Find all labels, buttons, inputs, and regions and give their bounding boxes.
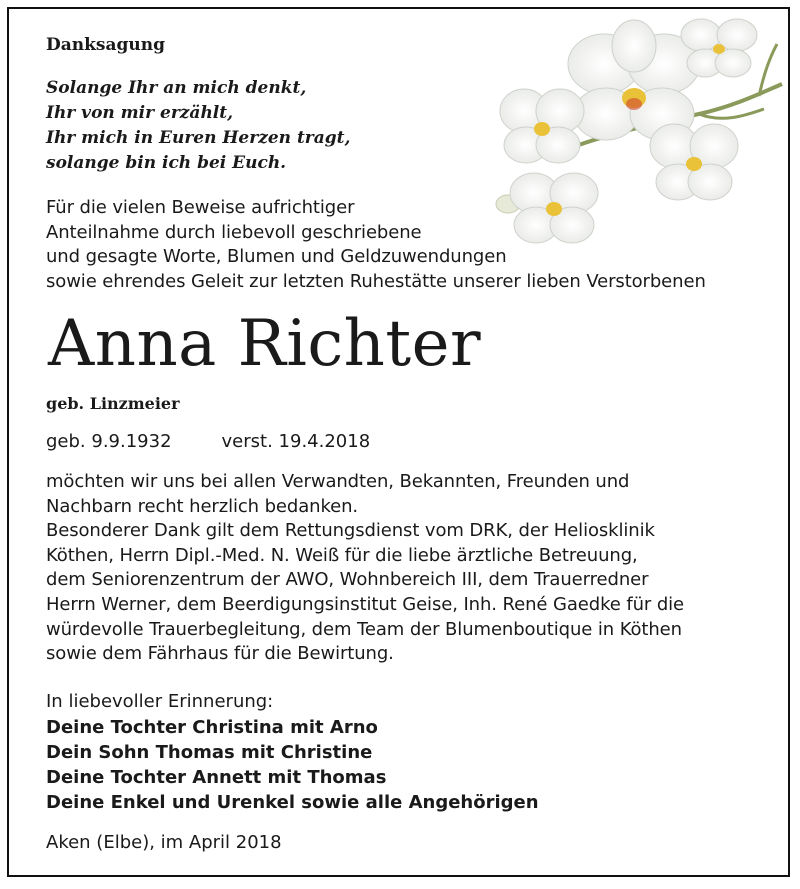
signers-list <box>46 715 539 815</box>
poem-line: solange bin ich bei Euch. <box>46 153 287 173</box>
body-line: sowie dem Fährhaus für die Bewirtung. <box>46 643 394 665</box>
life-dates <box>46 431 370 452</box>
signoff-text: In liebevoller Erinnerung: <box>46 691 274 712</box>
body-line: Herrn Werner, dem Beerdigungsinstitut Geise, Inh. René Gaedke für die <box>46 593 685 615</box>
place-date: Aken (Elbe), im April 2018 <box>46 832 282 853</box>
heading-title: Danksagung <box>46 35 165 55</box>
signer-line: Deine Tochter Christina mit Arno <box>46 717 378 738</box>
body-line: würdevolle Trauerbegleitung, dem Team der Blumenboutique in Köthen <box>46 618 682 640</box>
intro-line: und gesagte Worte, Blumen und Geldzuwendungen <box>46 246 507 267</box>
intro-text <box>46 196 706 294</box>
maiden-name: geb. Linzmeier <box>46 394 180 413</box>
poem-line: Solange Ihr an mich denkt, <box>46 78 307 98</box>
deceased-name: Anna Richter <box>48 307 482 381</box>
body-line: dem Seniorenzentrum der AWO, Wohnbereich III, dem Trauerredner <box>46 569 649 591</box>
intro-line: sowie ehrendes Geleit zur letzten Ruhestätte unserer lieben Verstorbenen <box>46 270 706 292</box>
signer-line: Dein Sohn Thomas mit Christine <box>46 742 373 763</box>
poem-line: Ihr mich in Euren Herzen tragt, <box>46 128 351 148</box>
body-line: möchten wir uns bei allen Verwandten, Bekannten, Freunden und <box>46 471 630 492</box>
signer-line: Deine Enkel und Urenkel sowie alle Angehörigen <box>46 792 539 813</box>
intro-line: Für die vielen Beweise aufrichtiger <box>46 197 355 218</box>
thanks-text <box>46 470 684 667</box>
body-line: Nachbarn recht herzlich bedanken. <box>46 495 359 517</box>
memorial-poem <box>46 76 350 176</box>
birth-date: geb. 9.9.1932 <box>46 431 172 452</box>
poem-line: Ihr von mir erzählt, <box>46 103 234 123</box>
signer-line: Deine Tochter Annett mit Thomas <box>46 767 387 788</box>
intro-line: Anteilnahme durch liebevoll geschriebene <box>46 221 422 243</box>
body-line: Besonderer Dank gilt dem Rettungsdienst vom DRK, der Heliosklinik <box>46 520 655 542</box>
death-date: verst. 19.4.2018 <box>221 431 371 452</box>
body-line: Köthen, Herrn Dipl.-Med. N. Weiß für die liebe ärztliche Betreuung, <box>46 544 638 566</box>
